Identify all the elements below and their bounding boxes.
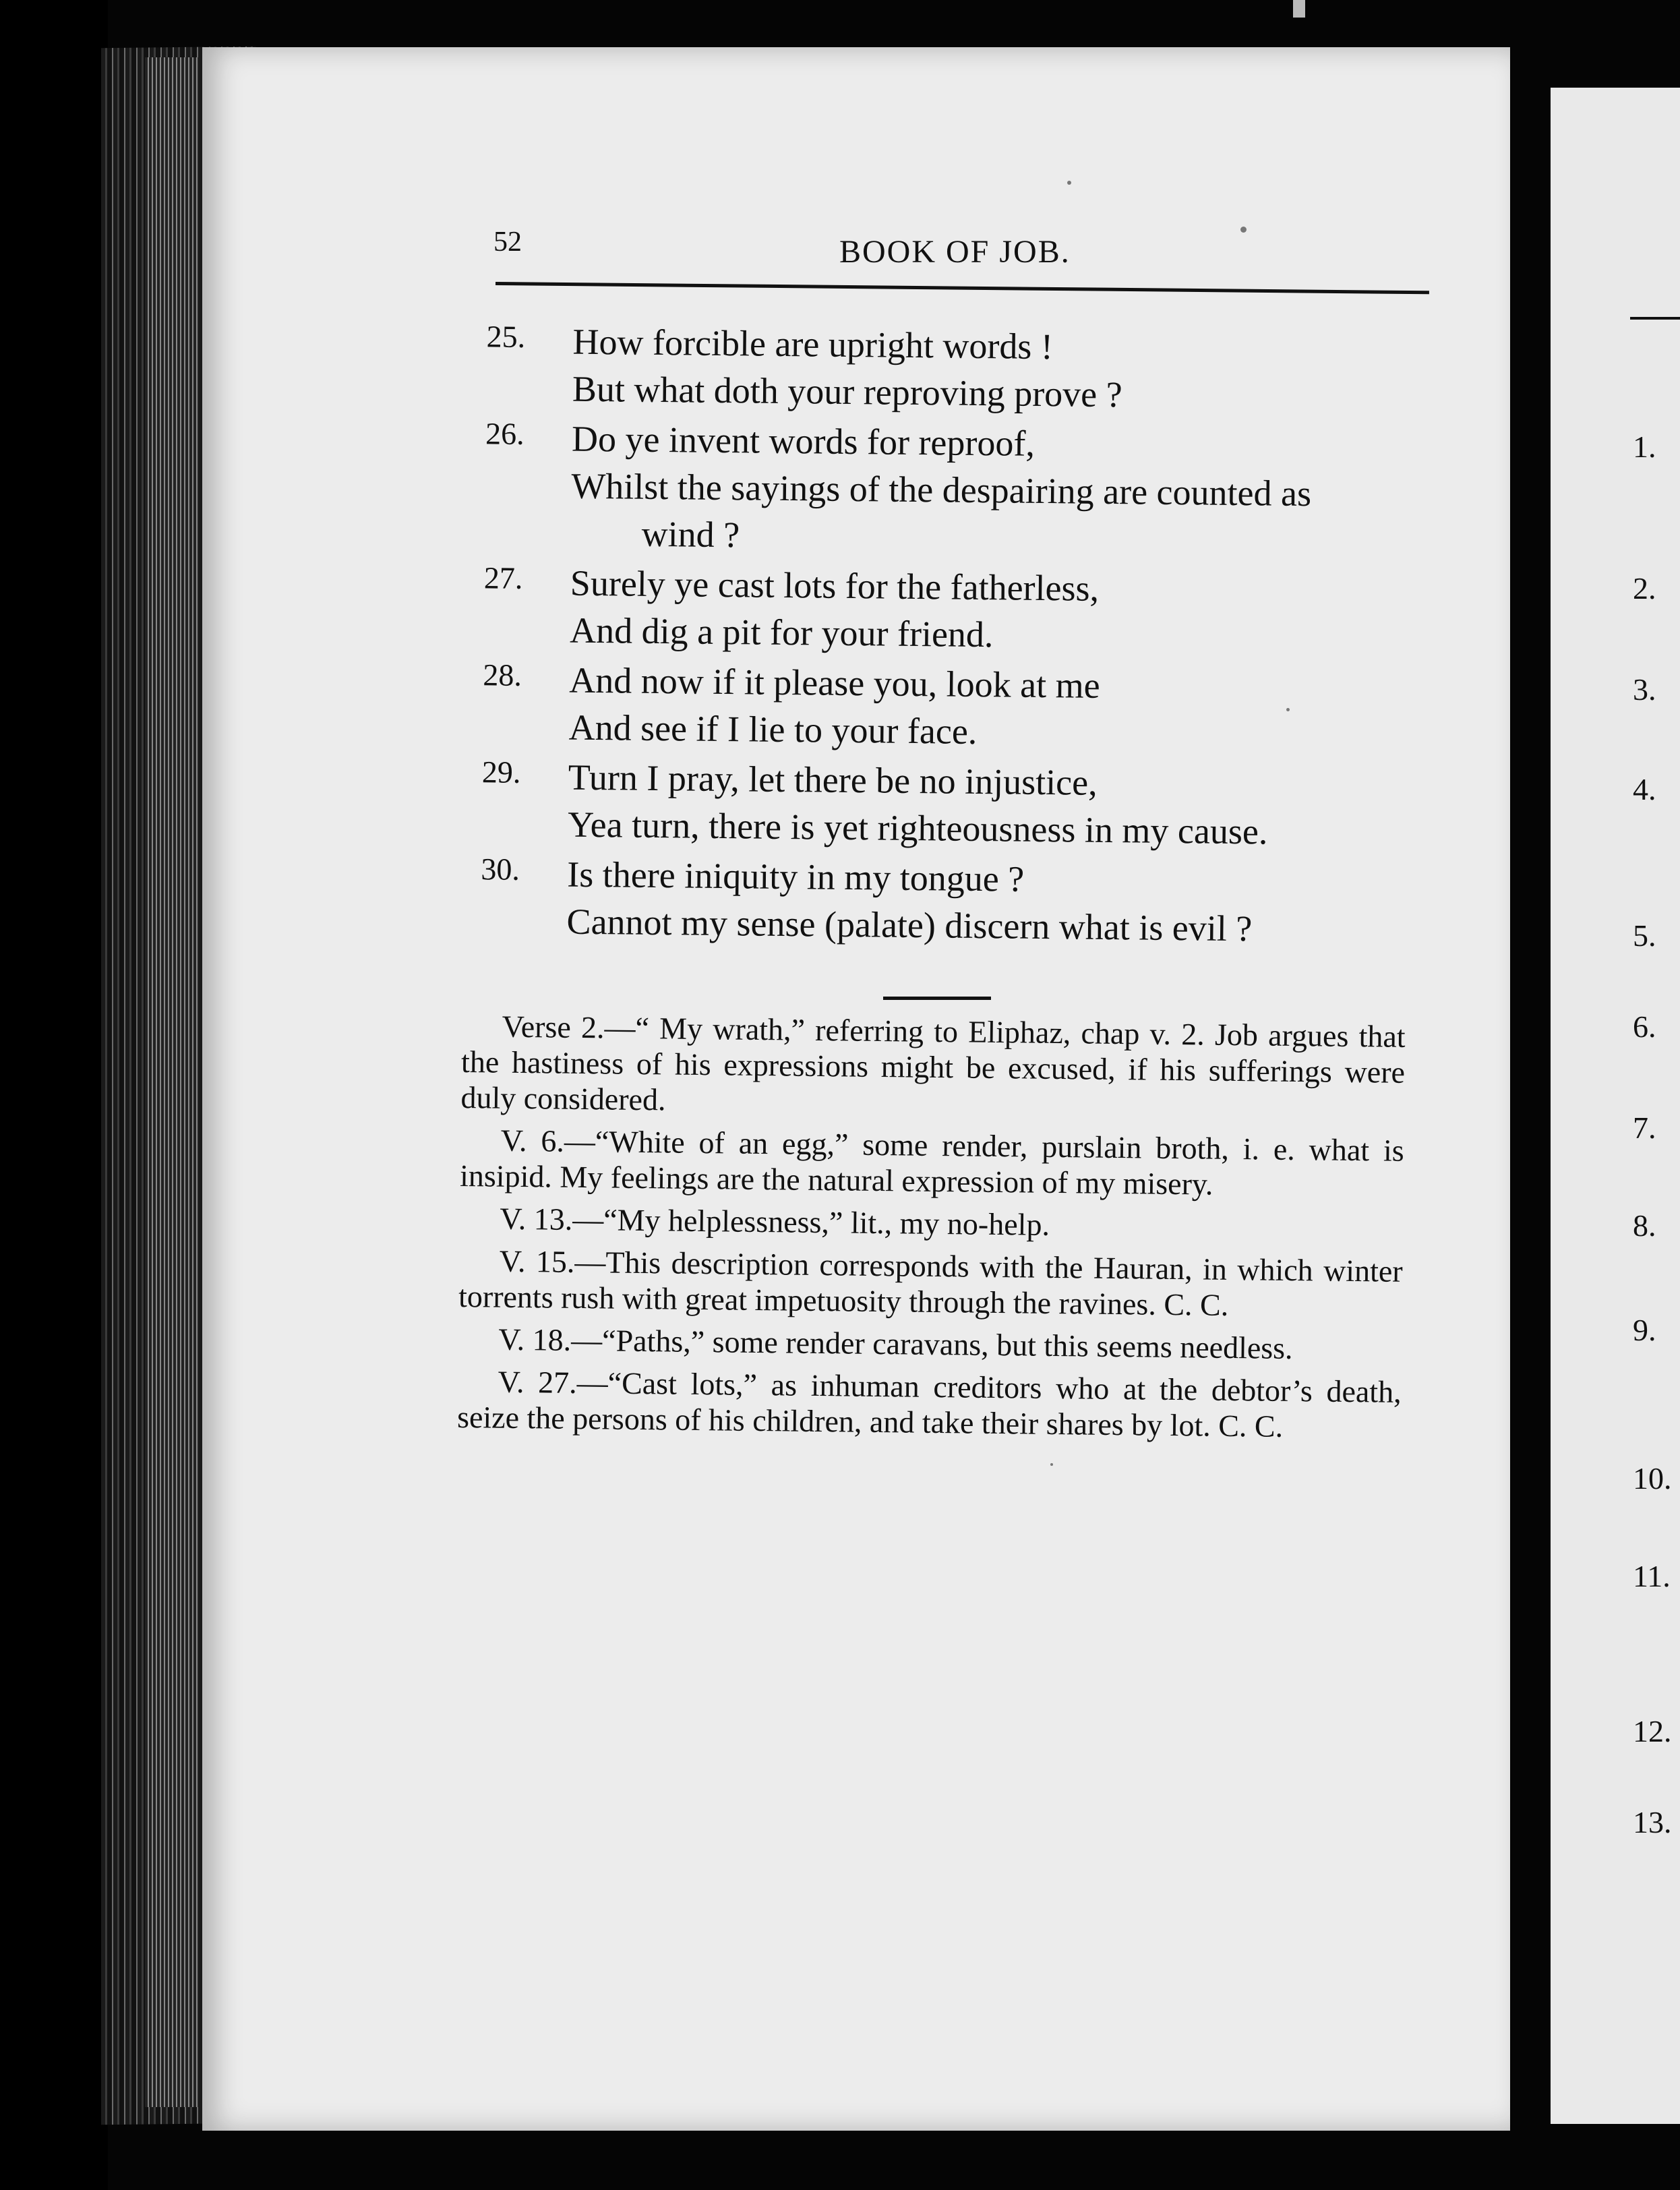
verse-line: Cannot my sense (palate) discern what is evil ? <box>566 901 1253 949</box>
verse-number: 26. <box>485 416 524 451</box>
facing-verse-number: 7. <box>1633 1111 1656 1145</box>
commentary-note: V. 13.—“My helplessness,” lit., my no-help. <box>500 1201 1050 1242</box>
page-stack-inner-edge <box>145 57 199 2107</box>
running-head: BOOK OF JOB. <box>839 234 1071 270</box>
commentary-note: V. 6.—“White of an egg,” some render, purslain broth, i. e. what is insipid. My feelings are the natural expression of my misery. <box>459 1123 1404 1202</box>
speck <box>1286 708 1290 711</box>
facing-verse-number: 6. <box>1633 1009 1656 1044</box>
speck <box>1240 227 1247 233</box>
verse-line: And see if I lie to your face. <box>568 707 978 752</box>
facing-verse-number: 2. <box>1633 571 1656 605</box>
verse-number: 27. <box>483 560 523 595</box>
verse-line: Whilst the sayings of the despairing are counted as <box>571 465 1312 514</box>
page-number: 52 <box>493 227 522 258</box>
commentary-note: V. 18.—“Paths,” some render caravans, but this seems needless. <box>498 1322 1293 1366</box>
verse-line: Yea turn, there is yet righteousness in my cause. <box>567 804 1268 852</box>
facing-verse-number: 12. <box>1633 1714 1672 1748</box>
facing-verse-number: 4. <box>1633 772 1656 806</box>
verse <box>464 317 1443 421</box>
verse-number: 25. <box>486 319 526 354</box>
verse <box>460 655 1439 760</box>
facing-verse-number: 13. <box>1633 1805 1672 1839</box>
speck <box>1050 1463 1053 1466</box>
facing-verse-number: 5. <box>1633 918 1656 953</box>
facing-page-rule <box>1630 317 1680 320</box>
notes-block <box>457 1008 1406 1452</box>
verse <box>458 850 1437 954</box>
verse-line: Turn I pray, let there be no injustice, <box>568 757 1098 803</box>
facing-verse-number: 9. <box>1633 1313 1656 1347</box>
facing-verse-number: 11. <box>1633 1559 1671 1593</box>
verse-number: 29. <box>481 754 521 790</box>
facing-verse-number: 3. <box>1633 672 1656 707</box>
verse <box>460 752 1438 857</box>
verse-number: 30. <box>481 852 520 887</box>
verse-block <box>458 317 1443 957</box>
facing-verse-number: 8. <box>1633 1208 1656 1243</box>
verse-line: How forcible are upright words ! <box>572 321 1054 367</box>
verse <box>462 558 1440 663</box>
verse-line: Surely ye cast lots for the fatherless, <box>570 562 1100 609</box>
commentary-note: Verse 2.—“ My wrath,” referring to Eliphaz, chap v. 2. Job argues that the hastiness of his expressions might be excused, if his sufferings were duly considered. <box>460 1009 1406 1117</box>
verse-line: And dig a pit for your friend. <box>569 610 994 655</box>
verse-line: wind ? <box>641 513 740 556</box>
facing-verse-number: 10. <box>1633 1461 1672 1496</box>
verse <box>462 414 1441 566</box>
commentary-note: V. 15.—This description corresponds with the Hauran, in which winter torrents rush with great impetuosity through the ravines. C. C. <box>458 1243 1403 1322</box>
verse-line: Do ye invent words for reproof, <box>571 418 1036 464</box>
verse-line: But what doth your reproving prove ? <box>572 368 1122 415</box>
top-tab-mark <box>1293 0 1305 18</box>
verse-number: 28. <box>483 657 522 692</box>
book-edge-left <box>0 0 108 2190</box>
speck <box>1067 181 1071 185</box>
commentary-note: V. 27.—“Cast lots,” as inhuman creditors who at the debtor’s death, seize the persons of his children, and take their shares by lot. C. C. <box>456 1364 1402 1444</box>
facing-verse-number: 1. <box>1633 430 1656 464</box>
section-divider <box>883 997 991 1000</box>
verse-line: Is there iniquity in my tongue ? <box>567 854 1025 899</box>
verse-line: And now if it please you, look at me <box>569 659 1100 706</box>
